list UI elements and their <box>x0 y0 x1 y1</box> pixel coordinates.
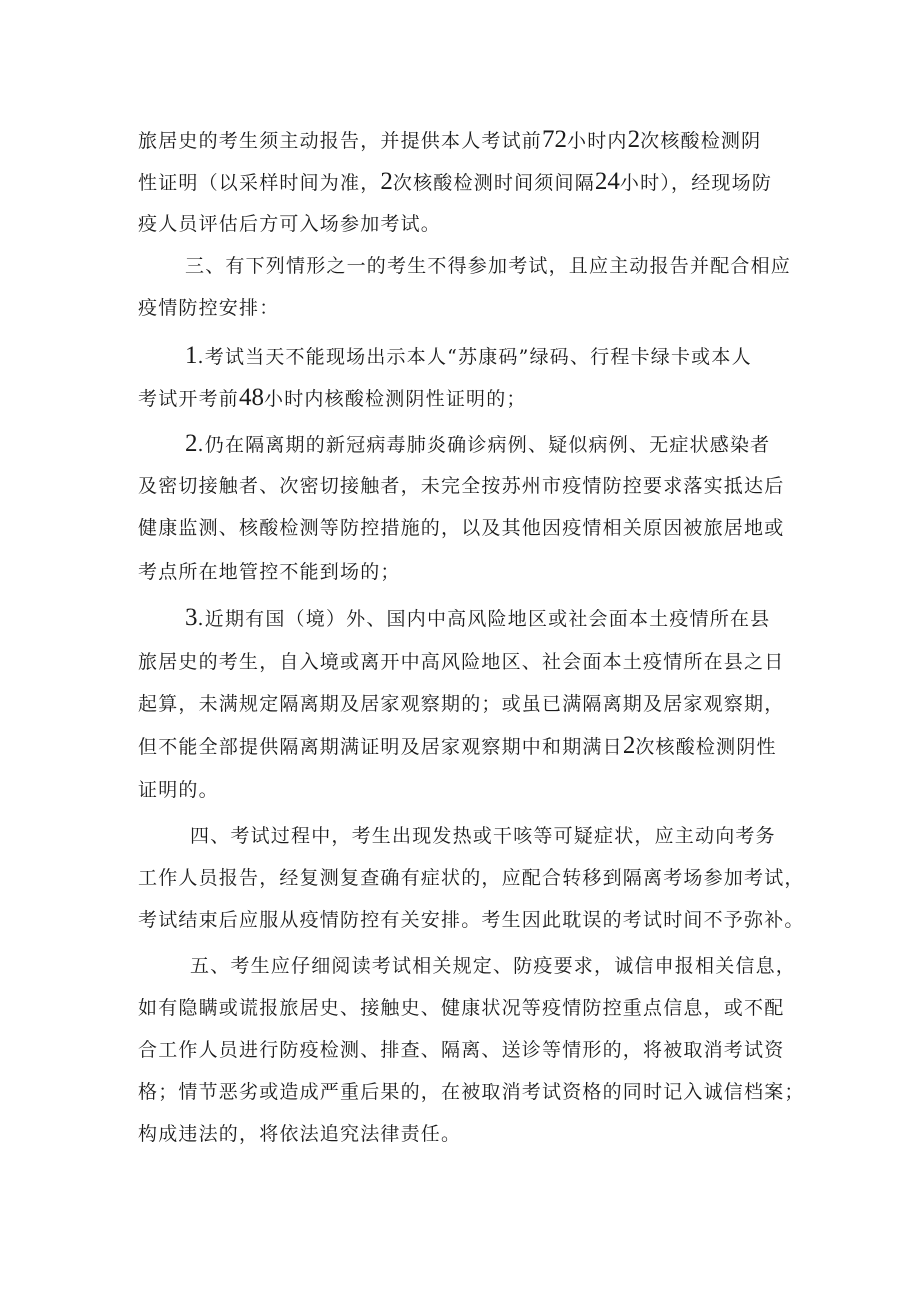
section-four-line3: 考试结束后应服从疫情防控有关安排。考生因此耽误的考试时间不予弥补。 <box>138 909 805 931</box>
section-five-line1: 五、考生应仔细阅读考试相关规定、防疫要求，诚信申报相关信息， <box>190 955 797 977</box>
para1-line1: 旅居史的考生须主动报告，并提供本人考试前72小时内2次核酸检测阴 <box>138 126 762 153</box>
section-three-line2: 疫情防控安排： <box>138 297 280 319</box>
item1-line2: 考试开考前48小时内核酸检测阴性证明的； <box>138 384 527 411</box>
section-five-line4: 格；情节恶劣或造成严重后果的，在被取消考试资格的同时记入诚信档案； <box>138 1081 805 1103</box>
section-five-line2: 如有隐瞒或谎报旅居史、接触史、健康状况等疫情防控重点信息，或不配 <box>138 997 785 1019</box>
item2-line4: 考点所在地管控不能到场的； <box>138 561 401 583</box>
para1-line3: 疫人员评估后方可入场参加考试。 <box>138 213 442 235</box>
item2-line2: 及密切接触者、次密切接触者，未完全按苏州市疫情防控要求落实抵达后 <box>138 475 785 497</box>
item1-line1: 1.考试当天不能现场出示本人“苏康码”绿码、行程卡绿卡或本人 <box>185 342 752 369</box>
section-five-line5: 构成违法的，将依法追究法律责任。 <box>138 1123 462 1145</box>
item3-line5: 证明的。 <box>138 779 219 801</box>
item3-line1: 3.近期有国（境）外、国内中高风险地区或社会面本土疫情所在县 <box>185 604 771 631</box>
section-five-line3: 合工作人员进行防疫检测、排查、隔离、送诊等情形的，将被取消考试资 <box>138 1039 785 1061</box>
para1-line2: 性证明（以采样时间为准，2次核酸检测时间须间隔24小时），经现场防 <box>138 168 773 195</box>
item3-line3: 起算，未满规定隔离期及居家观察期的；或虽已满隔离期及居家观察期， <box>138 693 785 715</box>
section-four-line1: 四、考试过程中，考生出现发热或干咳等可疑症状，应主动向考务 <box>190 825 776 847</box>
section-three-line1: 三、有下列情形之一的考生不得参加考试，且应主动报告并配合相应 <box>185 255 792 277</box>
item3-line4: 但不能全部提供隔离期满证明及居家观察期中和期满日2次核酸检测阴性 <box>138 732 777 759</box>
item3-line2: 旅居史的考生，自入境或离开中高风险地区、社会面本土疫情所在县之日 <box>138 651 785 673</box>
item2-line3: 健康监测、核酸检测等防控措施的，以及其他因疫情相关原因被旅居地或 <box>138 517 785 539</box>
item2-line1: 2.仍在隔离期的新冠病毒肺炎确诊病例、疑似病例、无症状感染者 <box>185 430 771 457</box>
section-four-line2: 工作人员报告，经复测复查确有症状的，应配合转移到隔离考场参加考试， <box>138 867 805 889</box>
